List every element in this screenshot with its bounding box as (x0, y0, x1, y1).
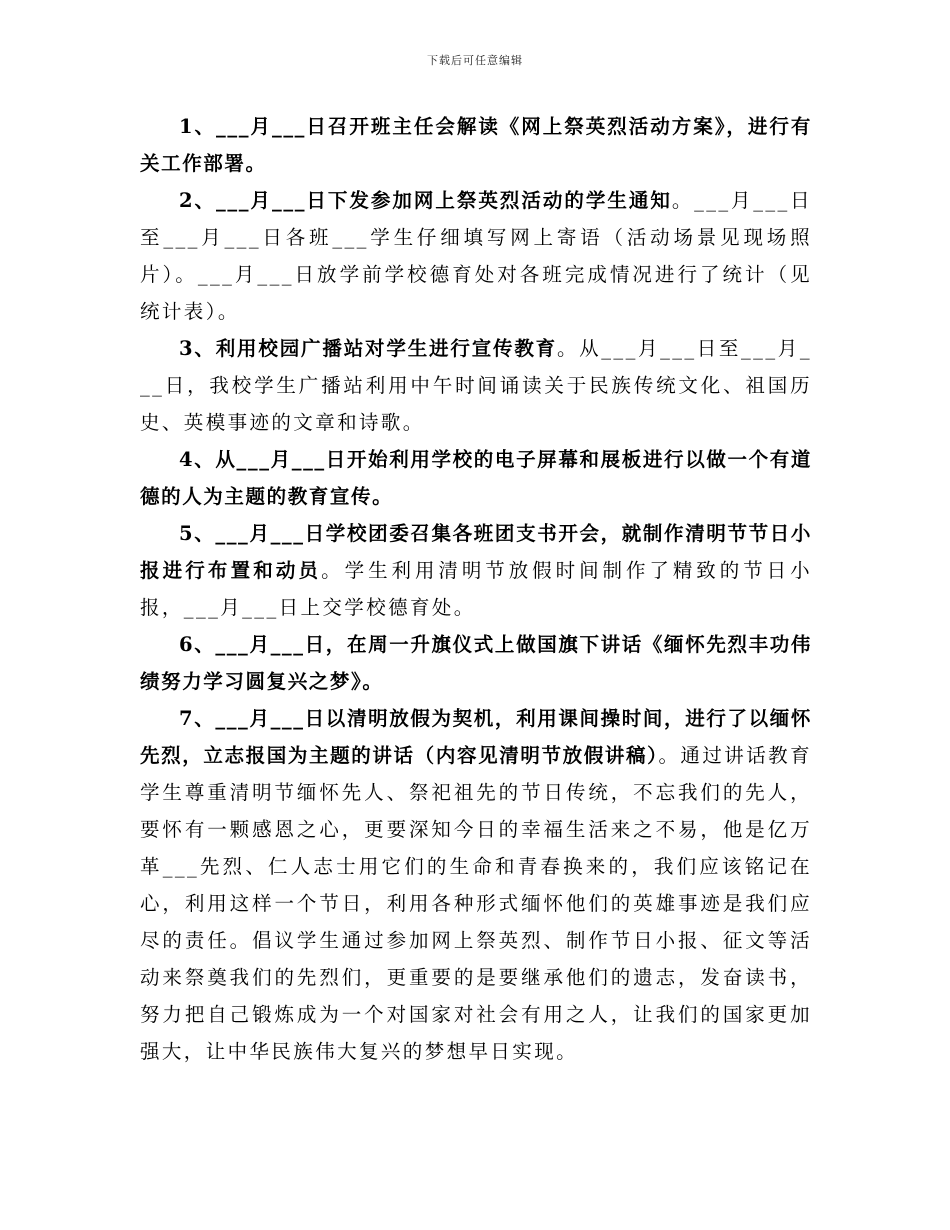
paragraph-3 (140, 330, 812, 441)
paragraph-4-bold: 4、从___月___日开始利用学校的电子屏幕和展板进行以做一个有道德的人为主题的教育宣传。 (140, 448, 812, 508)
paragraph-7 (140, 700, 812, 1070)
paragraph-1-bold: 1、___月___日召开班主任会解读《网上祭英烈活动方案》，进行有关工作部署。 (140, 115, 812, 175)
paragraph-2-normal: 。___月___日至___月___日各班___学生仔细填写网上寄语（活动场景见现场照片）。___月___日放学前学校德育处对各班完成情况进行了统计（见统计表）。 (140, 189, 813, 323)
paragraph-2 (140, 182, 812, 330)
paragraph-5 (140, 515, 812, 626)
paragraph-4 (140, 441, 812, 515)
paragraph-3-normal: 。从___月___日至___月___日，我校学生广播站利用中午时间诵读关于民族传统文化、祖国历史、英模事迹的文章和诗歌。 (140, 337, 812, 434)
paragraph-2-bold: 2、___月___日下发参加网上祭英烈活动的学生通知 (179, 189, 672, 212)
paragraph-1 (140, 108, 812, 182)
paragraph-6 (140, 626, 812, 700)
paragraph-6-bold: 6、___月___日，在周一升旗仪式上做国旗下讲话《缅怀先烈丰功伟绩努力学习圆复兴之梦》。 (140, 633, 812, 693)
paragraph-5-normal: 。学生利用清明节放假时间制作了精致的节日小报，___月___日上交学校德育处。 (140, 559, 812, 619)
header-note: 下载后可任意编辑 (427, 54, 523, 67)
document-body (140, 108, 812, 1070)
paragraph-7-normal: 。通过讲话教育学生尊重清明节缅怀先人、祭祀祖先的节日传统，不忘我们的先人，要怀有一颗感恩之心，更要深知今日的幸福生活来之不易，他是亿万革___先烈、仁人志士用它们的生命和青春换来的，我们应该铭记在心，利用这样一个节日，利用各种形式缅怀他们的英雄事迹是我们应尽的责任。倡议学生通过参加网上祭英烈、制作节日小报、征文等活动来祭奠我们的先烈们，更重要的是要继承他们的遗志，发奋读书，努力把自己锻炼成为一个对国家对社会有用之人，让我们的国家更加强大，让中华民族伟大复兴的梦想早日实现。 (140, 744, 812, 1063)
paragraph-7-bold: 7、___月___日以清明放假为契机，利用课间操时间，进行了以缅怀先烈，立志报国为主题的讲话（内容见清明节放假讲稿） (140, 707, 812, 767)
paragraph-5-bold: 5、___月___日学校团委召集各班团支书开会，就制作清明节节日小报进行布置和动员 (140, 522, 812, 582)
paragraph-3-bold: 3、利用校园广播站对学生进行宣传教育 (179, 337, 558, 360)
